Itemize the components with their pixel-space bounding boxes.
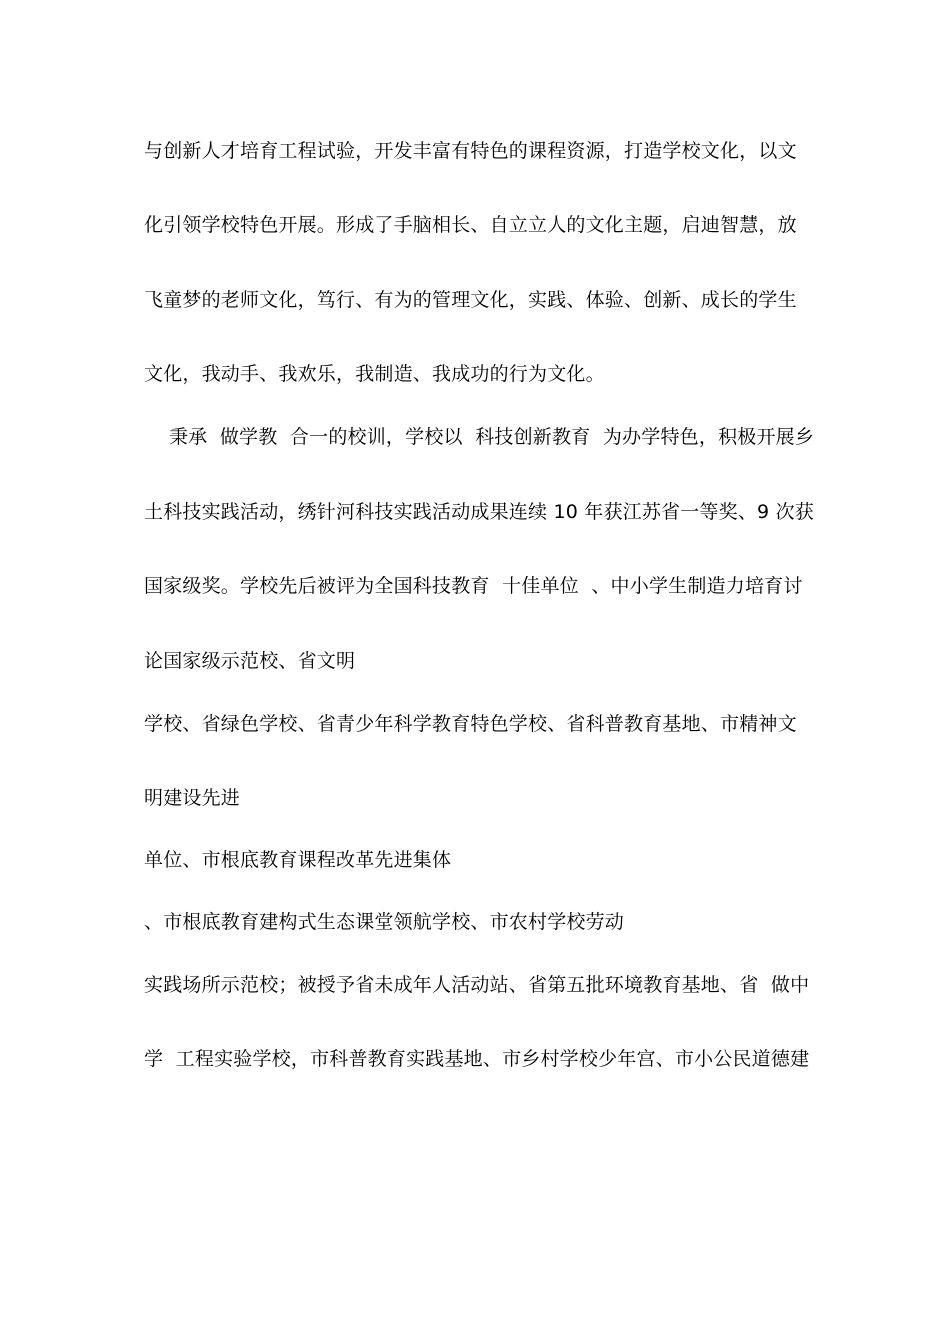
text-line: 文化，我动手、我欢乐，我制造、我成功的行为文化。 <box>144 363 605 385</box>
text-line: 国家级奖。学校先后被评为全国科技教育 十佳单位 、中小学生制造力培育讨 <box>144 575 803 597</box>
text-line: 实践场所示范校；被授予省未成年人活动站、省第五批环境教育基地、省 做中 <box>144 974 810 996</box>
text-line: 学 工程实验学校，市科普教育实践基地、市乡村学校少年宫、市小公民道德建 <box>144 1048 810 1070</box>
text-line: 明建设先进 <box>144 787 241 809</box>
text-line: 单位、市根底教育课程改革先进集体 <box>144 849 452 871</box>
text-line: 与创新人才培育工程试验，开发丰富有特色的课程资源，打造学校文化，以文 <box>144 140 797 162</box>
text-line: 论国家级示范校、省文明 <box>144 650 356 672</box>
text-line: 学校、省绿色学校、省青少年科学教育特色学校、省科普教育基地、市精神文 <box>144 713 797 735</box>
text-line: 、市根底教育建构式生态课堂领航学校、市农村学校劳动 <box>144 911 625 933</box>
text-line: 秉承 做学教 合一的校训，学校以 科技创新教育 为办学特色，积极开展乡 <box>144 426 815 448</box>
text-line: 土科技实践活动，绣针河科技实践活动成果连续 10 年获江苏省一等奖、9 次获 <box>144 501 814 523</box>
text-line: 化引领学校特色开展。形成了手脑相长、自立立人的文化主题，启迪智慧，放 <box>144 214 797 236</box>
text-line: 飞童梦的老师文化，笃行、有为的管理文化，实践、体验、创新、成长的学生 <box>144 289 797 311</box>
